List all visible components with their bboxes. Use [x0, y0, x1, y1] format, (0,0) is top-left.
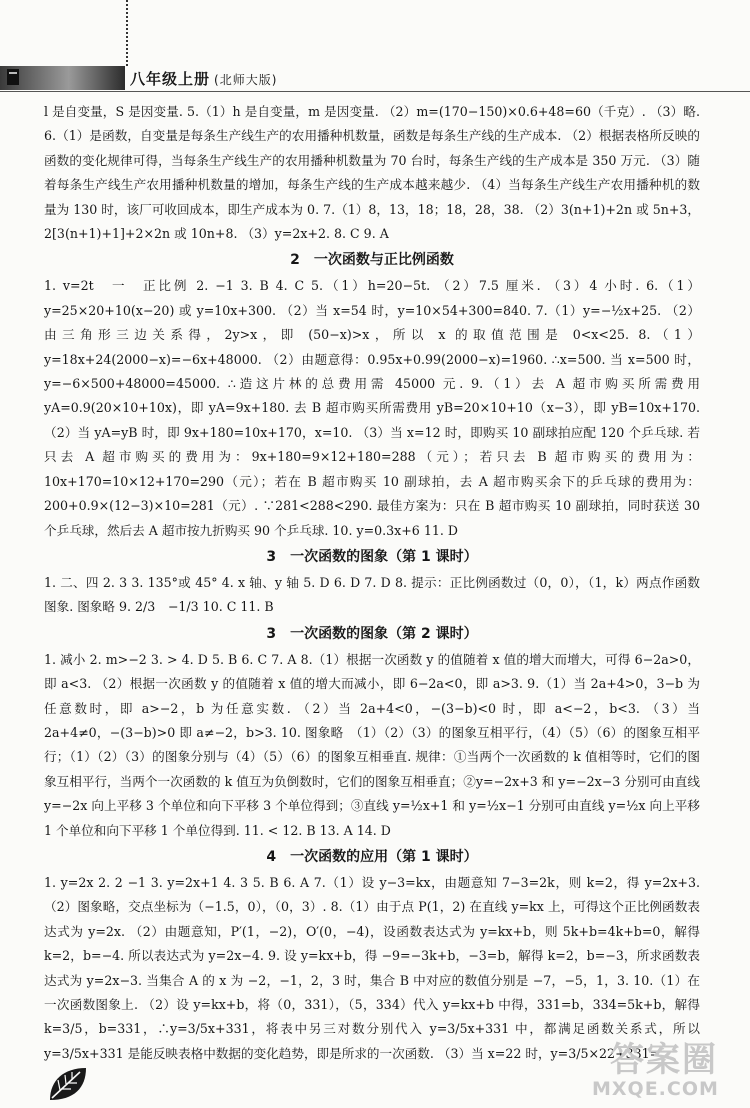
answer-paragraph: 1. y=2x 2. 2 −1 3. y=2x+1 4. 3 5. B 6. A 7.（1）设 y−3=kx，由题意知 7−3=2k，则 k=2，得 y=2x+3. （2）图象略，交点坐标为（−1.5，0），（0，3）. 8.（1）由于点 P(1，2) 在直线 y=kx 上，可得这个正比例函数表达式为 y=2x. （2）由题意知，P′(1，−2)，O′(0，−4)，设函数表达式为 y=kx+b，则 5k+b=4k+b=0，解得 k=2，b=−4. 所以表达式为 y=2x−4. 9. 设 y=kx+b，得 −9=−3k+b，−3=b，解得 k=2，b=−3，所求函数表达式为 y=2x−3. 当集合 A 的 x 为 −2，−1，2，3 时，集合 B 中对应的数值分别是 −7，−5，1，3. 10.（1）在一次函数图象上. （2）设 y=kx+b，将（0，331），（5，334）代入 y=kx+b 中得，331=b，334=5k+b，解得 k=3/5，b=331，∴y=3/5x+331，将表中另三对数分别代入 y=3/5x+331 中，都满足函数关系式，所以 y=3/5x+331 是能反映表格中数据的变化趋势，即是所求的一次函数. （3）当 x=22 时，y=3/5×22+331= — [44, 874, 700, 1061]
header-dotted-rule — [126, 0, 128, 66]
answer-paragraph: 1. 二、四 2. 3 3. 135°或 45° 4. x 轴、y 轴 5. D 6. D 7. D 8. 提示：正比例函数过（0，0），（1，k）两点作函数图象. 图象略 9. 2/3 −1/3 10. C 11. B — [44, 574, 700, 615]
answer-content — [44, 100, 700, 1066]
answer-paragraph: 1. v=2t 一 正比例 2. −1 3. B 4. C 5.（1）h=20−5t. （2）7.5 厘米. （3）4 小时. 6.（1）y=25×20+10(x−20) 或 y=10x+300. （2）当 x=54 时，y=10×54+300=840. 7.（1）y=−½x+25. （2）由三角形三边关系得，2y>x，即 (50−x)>x，所以 x 的取值范围是 0<x<25. 8.（1）y=18x+24(2000−x)=−6x+48000. （2）由题意得：0.95x+0.99(2000−x)=1960. ∴x=500. 当 x=500 时，y=−6×500+48000=45000. ∴造这片林的总费用需 45000 元. 9.（1）去 A 超市购买所需费用 yA=0.9(20×10+10x)，即 yA=9x+180. 去 B 超市购买所需费用 yB=20×10+10（x−3），即 yB=10x+170. （2）当 yA=yB 时，即 9x+180=10x+170，x=10. （3）当 x=12 时，即购买 10 副球拍应配 120 个乒乓球. 若只去 A 超市购买的费用为：9x+180=9×12+180=288（元）；若只去 B 超市购买的费用为：10x+170=10×12+170=290（元）；若在 B 超市购买 10 副球拍，去 A 超市购买余下的乒乓球的费用为：200+0.9×(12−3)×10=281（元）. ∵281<288<290. 最佳方案为：只在 B 超市购买 10 副球拍，同时获送 30 个乒乓球，然后去 A 超市按九折购买 90 个乒乓球. 10. y=0.3x+6 11. D — [44, 278, 700, 538]
header-rule — [0, 91, 750, 92]
section-3-lesson-1 — [44, 543, 700, 620]
answer-paragraph: l 是自变量，S 是因变量. 5.（1）h 是自变量，m 是因变量. （2）m=(170−150)×0.6+48=60（千克）. （3）略. 6.（1）是函数，自变量是每条生产线生产的农用播种机数量，函数是每条生产线的生产成本. （2）根据表格所反映的函数的变化规律可得，当每条生产线生产的农用播种机数量为 70 台时，每条生产线的生产成本是 350 万元. （3）随着每条生产线生产农用播种机数量的增加，每条生产线的生产成本越来越少. （4）当每条生产线生产农用播种机的数量为 130 时，该厂可收回成本，即生产成本为 0. 7.（1）8，13，18；18，28，38. （2）3(n+1)+2n 或 5n+3，2[3(n+1)+1]+2×2n 或 10n+8. （3）y=2x+2. 8. C 9. A — [44, 104, 700, 242]
section-continued — [44, 100, 700, 246]
section-title: 3 一次函数的图象（第 1 课时） — [266, 548, 478, 565]
section-title: 2 一次函数与正比例函数 — [290, 252, 454, 269]
bookmark-icon — [6, 68, 20, 86]
edition-label: (北师大版) — [214, 73, 278, 87]
section-title: 4 一次函数的应用（第 1 课时） — [266, 848, 478, 865]
leaf-icon — [46, 1064, 92, 1104]
book-title — [130, 68, 277, 89]
header-decor-bar — [0, 66, 125, 90]
grade-label: 八年级上册 — [130, 70, 211, 88]
page-header — [0, 66, 750, 90]
watermark-url: MXQE.COM — [592, 1078, 719, 1100]
section-3-lesson-2 — [44, 620, 700, 843]
watermark-title: 答案圈 — [610, 1040, 718, 1080]
answer-paragraph: 1. 减小 2. m>−2 3. > 4. D 5. B 6. C 7. A 8.（1）根据一次函数 y 的值随着 x 值的增大而增大，可得 6−2a>0，即 a<3. （2）根据一次函数 y 的值随着 x 值的增大而减小，即 6−2a<0，即 a>3. 9.（1）当 2a+4>0，3−b 为任意数时，即 a>−2，b 为任意实数. （2）当 2a+4<0，−(3−b)<0 时，即 a<−2，b<3. （3）当 2a+4≠0，−(3−b)>0 即 a≠−2，b>3. 10. 图象略 （1）（2）（3）的图象互相平行，（4）（5）（6）的图象互相平行；（1）（2）（3）的图象分别与（4）（5）（6）的图象互相垂直. 规律：①当两个一次函数的 k 值相等时，它们的图象互相平行，当两个一次函数的 k 值互为负倒数时，它们的图象互相垂直；②y=−2x+3 和 y=−2x−3 分别可由直线 y=−2x 向上平移 3 个单位和向下平移 3 个单位得到；③直线 y=½x+1 和 y=½x−1 分别可由直线 y=½x 向上平移 1 个单位和向下平移 1 个单位得到. 11. < 12. B 13. A 14. D — [44, 651, 700, 838]
section-title: 3 一次函数的图象（第 2 课时） — [266, 625, 478, 642]
watermark — [592, 1032, 742, 1106]
section-2 — [44, 246, 700, 542]
